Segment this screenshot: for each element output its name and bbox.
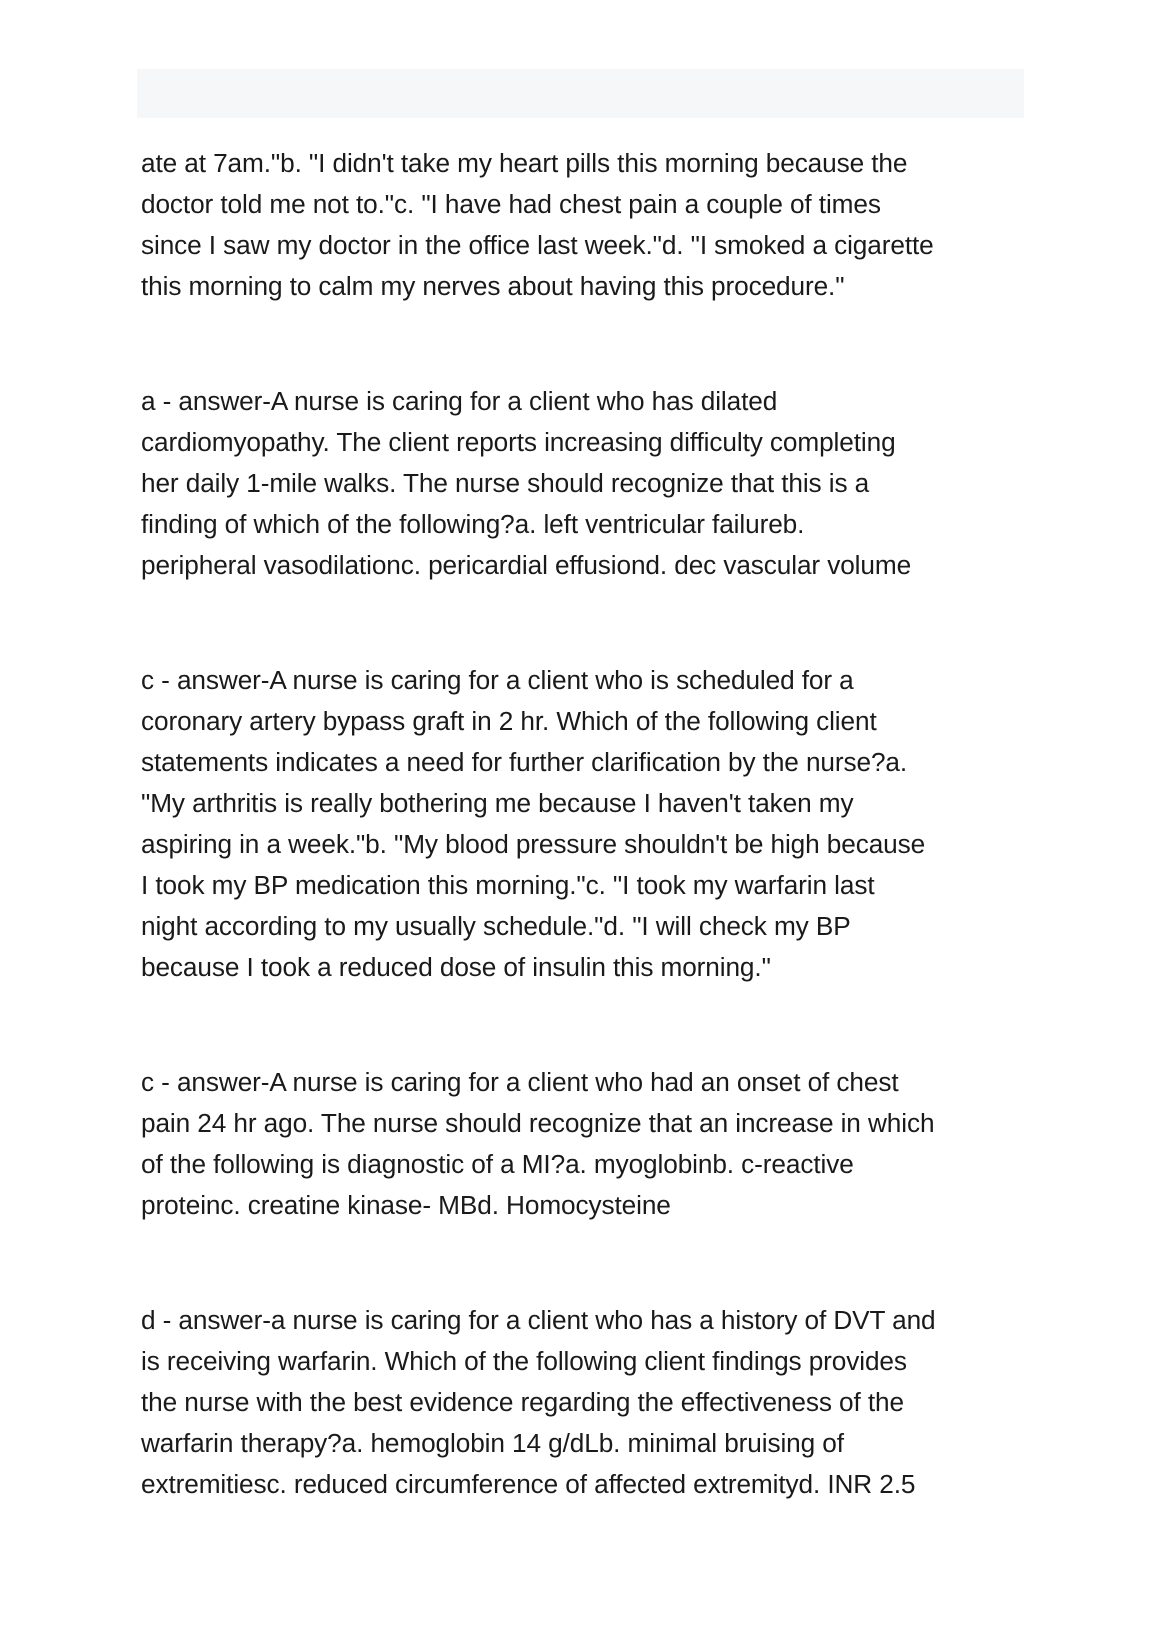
header-bar bbox=[137, 69, 1024, 118]
question-paragraph: c - answer-A nurse is caring for a client who is scheduled for a coronary artery bypass graft in 2 hr. Which of the following client statements indicates a need for further clarification by the nurse?a. "My arthritis is really bothering me because I haven't taken my aspiring in a week."b. "My blood pressure shouldn't be high because I took my BP medication this morning."c. "I took my warfarin last night according to my usually schedule."d. "I will check my BP because I took a reduced dose of insulin this morning." bbox=[141, 665, 926, 982]
question-paragraph: ate at 7am."b. "I didn't take my heart pills this morning because the doctor told me not to."c. "I have had chest pain a couple of times since I saw my doctor in the office last week."d. "I smoked a cigarette this morning to calm my nerves about having this procedure." bbox=[141, 148, 934, 301]
document-body bbox=[141, 143, 1031, 1505]
question-paragraph: d - answer-a nurse is caring for a client who has a history of DVT and is receiving warfarin. Which of the following client findings provides the nurse with the best evidence regarding the effectiveness of the warfarin therapy?a. hemoglobin 14 g/dLb. minimal bruising of extremitiesc. reduced circumference of affected extremityd. INR 2.5 bbox=[141, 1305, 936, 1499]
question-paragraph: a - answer-A nurse is caring for a client who has dilated cardiomyopathy. The client reports increasing difficulty completing her daily 1-mile walks. The nurse should recognize that this is a finding of which of the following?a. left ventricular failureb. peripheral vasodilationc. pericardial effusiond. dec vascular volume bbox=[141, 386, 912, 580]
question-paragraph: c - answer-A nurse is caring for a client who had an onset of chest pain 24 hr ago. The nurse should recognize that an increase in which of the following is diagnostic of a MI?a. myoglobinb. c-reactive proteinc. creatine kinase- MBd. Homocysteine bbox=[141, 1067, 935, 1220]
